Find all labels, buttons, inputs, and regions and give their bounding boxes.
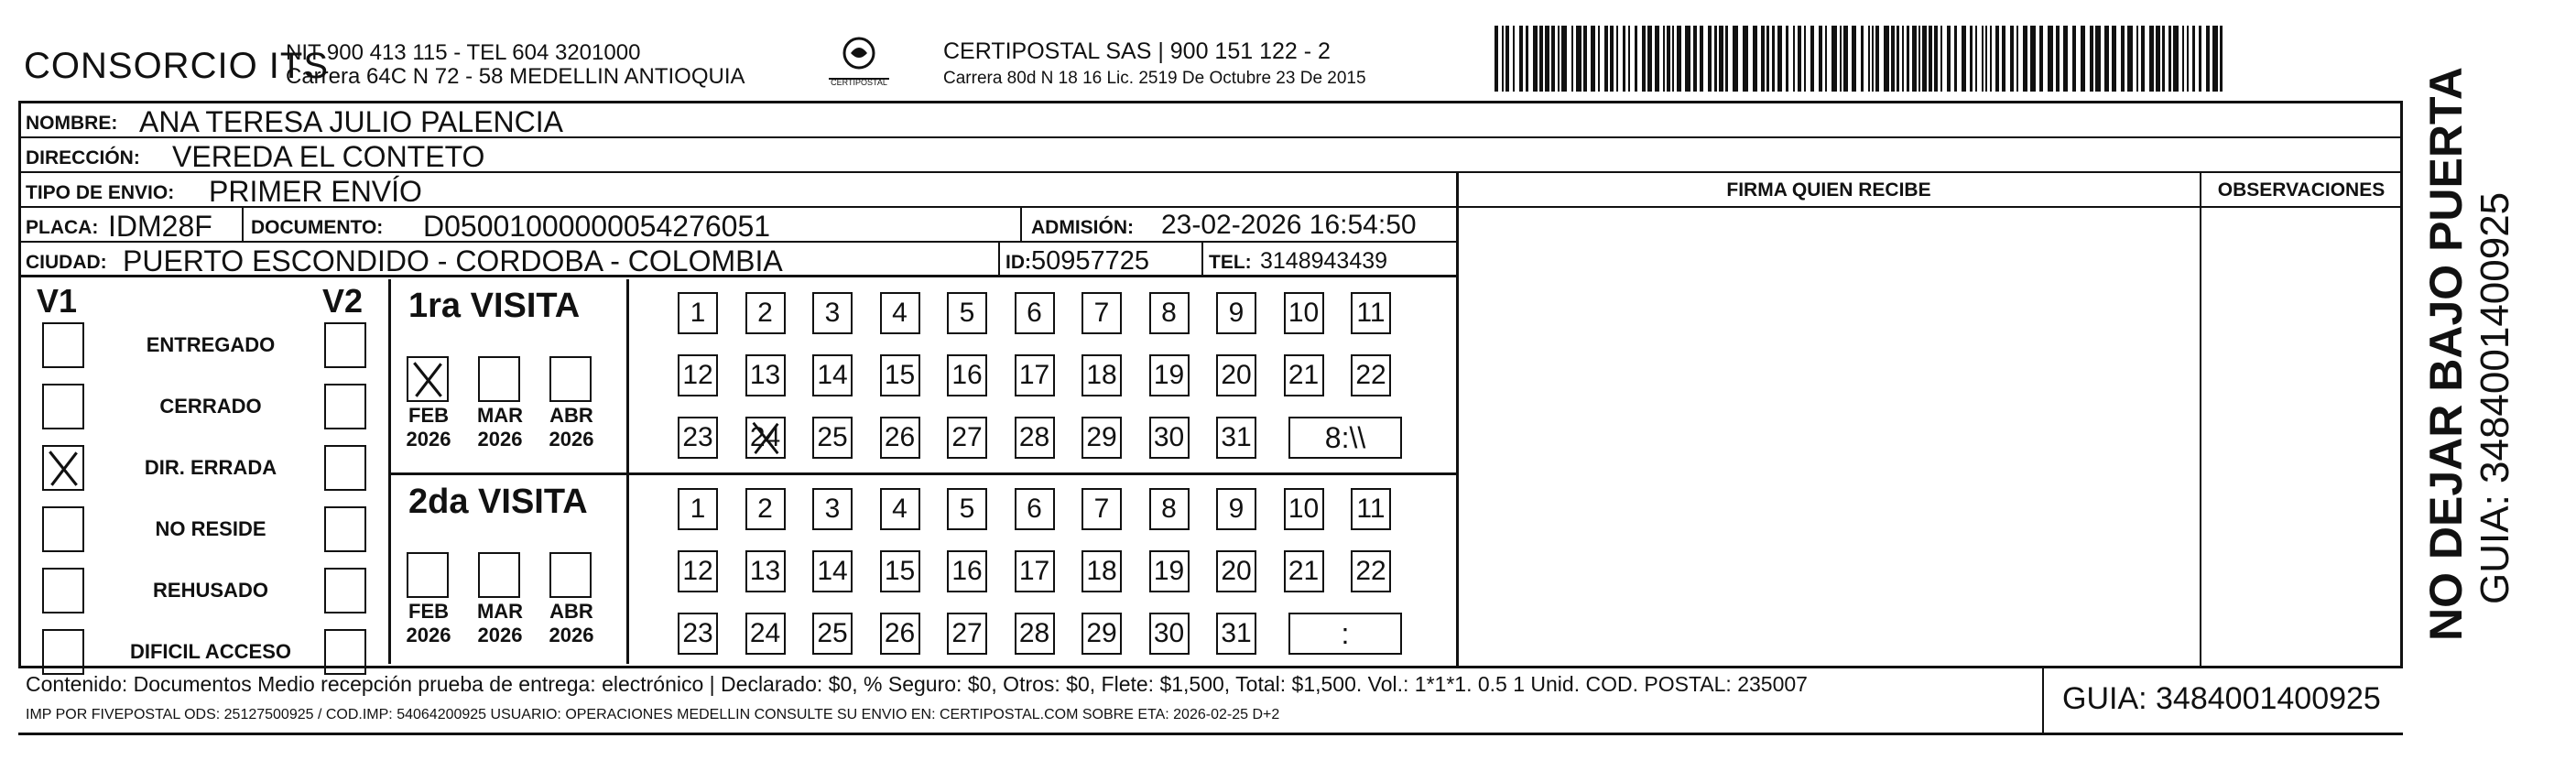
day-box[interactable]: 3	[812, 488, 853, 530]
month-label: FEB 2026	[406, 404, 451, 451]
day-box[interactable]: 9	[1216, 488, 1256, 530]
row-nombre	[20, 103, 2403, 138]
day-box[interactable]: 12	[678, 550, 718, 592]
day-box[interactable]: 1	[678, 292, 718, 334]
nombre-label: NOMBRE:	[26, 113, 118, 134]
day-box[interactable]: 13	[745, 550, 786, 592]
day-box[interactable]: 28	[1015, 613, 1055, 655]
visit-title: 2da VISITA	[408, 483, 588, 521]
direccion-value: VEREDA EL CONTETO	[172, 140, 485, 173]
status-option-label: DIFICIL ACCESO	[129, 640, 291, 663]
month-checkbox[interactable]	[478, 356, 520, 402]
footer-guia: GUIA: 3484001400925	[2062, 681, 2381, 716]
v2-checkbox[interactable]	[324, 384, 366, 429]
certipostal-logo	[818, 35, 900, 90]
v2-label: V2	[322, 282, 364, 320]
x-mark-icon	[44, 447, 82, 489]
day-box[interactable]: 18	[1081, 550, 1122, 592]
day-box[interactable]: 27	[947, 613, 987, 655]
day-box[interactable]: 29	[1081, 613, 1122, 655]
visit-divider	[390, 472, 1458, 475]
placa-value: IDM28F	[108, 210, 212, 243]
day-box[interactable]: 11	[1351, 292, 1391, 334]
day-box[interactable]: 12	[678, 354, 718, 396]
day-box[interactable]: 2	[745, 292, 786, 334]
month-label: ABR 2026	[549, 600, 594, 646]
day-box[interactable]: 10	[1284, 292, 1324, 334]
ciudad-value: PUERTO ESCONDIDO - CORDOBA - COLOMBIA	[123, 244, 783, 277]
certipostal-address: Carrera 80d N 18 16 Lic. 2519 De Octubre 23 De 2015	[943, 69, 1366, 88]
barcode-icon	[1495, 26, 2227, 92]
barcode	[1495, 26, 2227, 92]
v1-checkbox[interactable]	[42, 506, 84, 552]
status-option-label: REHUSADO	[153, 579, 268, 602]
day-box[interactable]: 8	[1149, 488, 1190, 530]
footer-guia-divider	[2042, 666, 2044, 735]
day-box[interactable]: 21	[1284, 550, 1324, 592]
firma-area[interactable]	[1458, 208, 2198, 666]
footer-bottom-line	[18, 733, 2403, 735]
row-tipo	[20, 173, 1456, 208]
day-box[interactable]: 27	[947, 417, 987, 459]
day-box[interactable]: 16	[947, 354, 987, 396]
v2-checkbox[interactable]	[324, 506, 366, 552]
day-box[interactable]: 25	[812, 613, 853, 655]
visit-title: 1ra VISITA	[408, 287, 581, 325]
status-option-label: CERRADO	[159, 395, 262, 418]
v1-checkbox[interactable]	[42, 384, 84, 429]
address-line: Carrera 64C N 72 - 58 MEDELLIN ANTIOQUIA	[286, 64, 745, 89]
day-box[interactable]: 3	[812, 292, 853, 334]
day-box[interactable]: 7	[1081, 292, 1122, 334]
day-box[interactable]: 14	[812, 550, 853, 592]
day-box[interactable]: 30	[1149, 417, 1190, 459]
day-box[interactable]: 24	[745, 613, 786, 655]
id-label: ID:	[1005, 252, 1031, 273]
day-box[interactable]: 28	[1015, 417, 1055, 459]
documento-label: DOCUMENTO:	[251, 217, 384, 238]
status-option-label: DIR. ERRADA	[144, 456, 277, 479]
x-mark-icon	[408, 358, 447, 400]
footer-divider	[18, 666, 2403, 668]
day-box[interactable]: 26	[880, 417, 920, 459]
day-box[interactable]: 18	[1081, 354, 1122, 396]
logo-caption: CERTIPOSTAL	[831, 78, 887, 87]
placa-label: PLACA:	[26, 217, 99, 238]
observaciones-header: OBSERVACIONES	[2217, 179, 2386, 201]
tipo-label: TIPO DE ENVIO:	[26, 182, 175, 203]
day-box[interactable]: 31	[1216, 417, 1256, 459]
day-box[interactable]: 14	[812, 354, 853, 396]
day-box[interactable]: 19	[1149, 550, 1190, 592]
month-checkbox[interactable]	[549, 552, 592, 598]
day-box[interactable]: 19	[1149, 354, 1190, 396]
month-label: FEB 2026	[406, 600, 451, 646]
admision-value: 23-02-2026 16:54:50	[1161, 210, 1417, 240]
admision-label: ADMISIÓN:	[1031, 217, 1134, 238]
v1-label: V1	[37, 282, 78, 320]
day-box[interactable]: 24	[745, 417, 786, 459]
day-box[interactable]: 23	[678, 613, 718, 655]
observaciones-area[interactable]	[2201, 208, 2401, 666]
footer-content-line: Contenido: Documentos Medio recepción prueba de entrega: electrónico | Declarado: $0, % Seguro: $0, Otros: $0, Flete: $1,500, Total: $1,500. Vol.: 1*1*1. 0.5 1 Unid. COD. POSTAL: 235007	[26, 672, 1808, 696]
day-box[interactable]: 5	[947, 292, 987, 334]
nit-line: NIT 900 413 115 - TEL 604 3201000	[286, 40, 641, 65]
row-ciudad	[20, 243, 1456, 277]
month-label: MAR 2026	[476, 404, 524, 451]
day-box[interactable]: 20	[1216, 550, 1256, 592]
tipo-value: PRIMER ENVÍO	[209, 175, 422, 208]
day-box[interactable]: 5	[947, 488, 987, 530]
row-placa	[20, 208, 1456, 243]
row-direccion	[20, 138, 2403, 173]
day-box[interactable]: 22	[1351, 550, 1391, 592]
month-checkbox[interactable]	[407, 356, 449, 402]
time-box[interactable]: 8:\\	[1288, 417, 1402, 459]
direccion-label: DIRECCIÓN:	[26, 147, 140, 168]
day-box[interactable]: 4	[880, 488, 920, 530]
v1-checkbox[interactable]	[42, 322, 84, 368]
day-box[interactable]: 20	[1216, 354, 1256, 396]
v2-checkbox[interactable]	[324, 322, 366, 368]
firma-header: FIRMA QUIEN RECIBE	[1726, 179, 1931, 201]
day-box[interactable]: 6	[1015, 292, 1055, 334]
day-box[interactable]: 17	[1015, 550, 1055, 592]
documento-value: D05001000000054276051	[423, 210, 771, 243]
certipostal-line: CERTIPOSTAL SAS | 900 151 122 - 2	[943, 38, 1331, 64]
v1-checkbox[interactable]	[42, 445, 84, 491]
v2-checkbox[interactable]	[324, 445, 366, 491]
month-checkbox[interactable]	[549, 356, 592, 402]
day-box[interactable]: 7	[1081, 488, 1122, 530]
day-box[interactable]: 17	[1015, 354, 1055, 396]
day-box[interactable]: 4	[880, 292, 920, 334]
v2-checkbox[interactable]	[324, 568, 366, 613]
time-box[interactable]: :	[1288, 613, 1402, 655]
day-box[interactable]: 30	[1149, 613, 1190, 655]
footer-print-line: IMP POR FIVEPOSTAL ODS: 25127500925 / COD.IMP: 54064200925 USUARIO: OPERACIONES MEDELLIN CONSULTE SU ENVIO EN: CERTIPOSTAL.COM SOBRE ETA: 2026-02-25 D+2	[26, 707, 1280, 722]
day-box[interactable]: 1	[678, 488, 718, 530]
id-value: 50957725	[1031, 246, 1150, 276]
day-box[interactable]: 11	[1351, 488, 1391, 530]
day-box[interactable]: 9	[1216, 292, 1256, 334]
month-checkbox[interactable]	[478, 552, 520, 598]
day-box[interactable]: 8	[1149, 292, 1190, 334]
tel-label: TEL:	[1209, 252, 1252, 273]
day-box[interactable]: 2	[745, 488, 786, 530]
month-label: MAR 2026	[476, 600, 524, 646]
brand-name: CONSORCIO ITS	[24, 46, 330, 86]
side-guia: GUIA: 3484001400925	[2473, 191, 2517, 604]
day-box[interactable]: 13	[745, 354, 786, 396]
months-divider	[626, 279, 629, 664]
month-checkbox[interactable]	[407, 552, 449, 598]
status-option-label: ENTREGADO	[146, 333, 276, 356]
day-box[interactable]: 31	[1216, 613, 1256, 655]
day-box[interactable]: 29	[1081, 417, 1122, 459]
day-box[interactable]: 15	[880, 354, 920, 396]
status-option-label: NO RESIDE	[155, 517, 266, 540]
side-warning: NO DEJAR BAJO PUERTA	[2420, 67, 2472, 641]
day-box[interactable]: 22	[1351, 354, 1391, 396]
day-box[interactable]: 15	[880, 550, 920, 592]
ciudad-label: CIUDAD:	[26, 252, 107, 273]
day-box[interactable]: 21	[1284, 354, 1324, 396]
v1-checkbox[interactable]	[42, 568, 84, 613]
x-mark-icon	[747, 418, 784, 457]
day-box[interactable]: 23	[678, 417, 718, 459]
month-label: ABR 2026	[549, 404, 594, 451]
tel-value: 3148943439	[1260, 248, 1388, 274]
day-box[interactable]: 25	[812, 417, 853, 459]
status-divider	[388, 279, 391, 664]
nombre-value: ANA TERESA JULIO PALENCIA	[139, 105, 563, 138]
day-box[interactable]: 16	[947, 550, 987, 592]
day-box[interactable]: 10	[1284, 488, 1324, 530]
day-box[interactable]: 6	[1015, 488, 1055, 530]
day-box[interactable]: 26	[880, 613, 920, 655]
